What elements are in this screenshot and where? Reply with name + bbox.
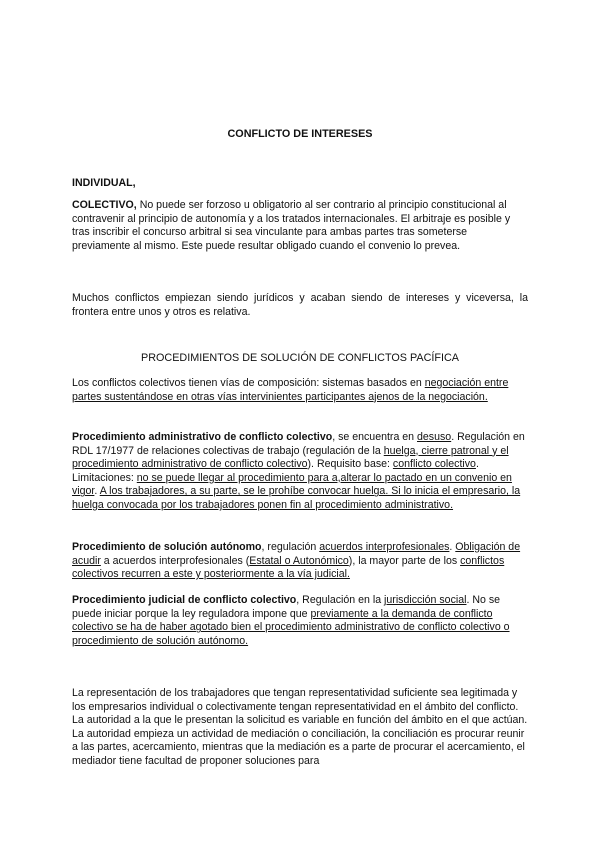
muchos-paragraph: Muchos conflictos empiezan siendo jurídicos y acaban siendo de intereses y viceversa, la frontera entre unos y otros es relativa. [72,292,528,318]
autonomo-lead: Procedimiento de solución autónomo [72,541,262,553]
administrativo-paragraph: Procedimiento administrativo de conflicto colectivo, se encuentra en desuso. Regulación en RDL 17/1977 de relaciones colectivas de trabajo (regulación de la huelga, cierre patronal y el procedimiento administrativo de conflicto colectivo). Requisito base: conflicto colectivo. Limitaciones: no se puede llegar al procedimiento para a,alterar lo pactado en un convenio en vigor. A los trabajadores, a su parte, se le prohíbe convocar huelga. Si lo inicia el empresario, la huelga convocada por los trabajadores ponen fin al procedimiento administrativo. [72,431,525,511]
judicial-paragraph: Procedimiento judicial de conflicto colectivo, Regulación en la jurisdicción social. No se puede iniciar porque la ley reguladora impone que previamente a la demanda de conflicto colectivo se ha de haber agotado bien el procedimiento administrativo de conflicto colectivo o procedimiento de solución autónomo. [72,594,510,647]
autonomo-paragraph: Procedimiento de solución autónomo, regulación acuerdos interprofesionales. Obligación de acudir a acuerdos interprofesionales (Estatal o Autonómico), la mayor parte de los conflictos colectivos recurren a este y posteriormente a la vía judicial. [72,541,521,581]
colectivo-paragraph: COLECTIVO, No puede ser forzoso u obligatorio al ser contrario al principio constitucional al contravenir al principio de autonomía y a los tratados internacionales. El arbitraje es posible y tras inscribir el concurso arbitral si sea vinculante para ambas partes tras someterse previamente al mismo. Este puede resultar obligado cuando el convenio lo prevea. [72,199,511,252]
representacion-paragraph: La representación de los trabajadores que tengan representatividad suficiente sea legitimada y los empresarios individual o colectivamente tengan representatividad en el ámbito del conflicto. La autoridad a la que le presentan la solicitud es variable en función del ámbito en el que actúan. La autoridad empieza un actividad de mediación o conciliación, la conciliación es procurar reunir a las partes, acercamiento, mientras que la mediación es a parte de procurar el acercamiento, el mediador tiene facultad de proponer soluciones para [72,687,528,767]
administrativo-lead: Procedimiento administrativo de conflicto colectivo [72,431,333,443]
vias-paragraph: Los conflictos colectivos tienen vías de composición: sistemas basados en negociación entre partes sustentándose en otras vías intervinientes participantes ajenos de la negociación. [72,377,509,403]
colectivo-lead: COLECTIVO, [72,199,137,211]
document-title: CONFLICTO DE INTERESES [227,128,373,140]
procedimientos-title: PROCEDIMIENTOS DE SOLUCIÓN DE CONFLICTOS PACÍFICA [141,352,459,364]
judicial-lead: Procedimiento judicial de conflicto colectivo [72,594,297,606]
individual-heading: INDIVIDUAL, [72,177,136,189]
